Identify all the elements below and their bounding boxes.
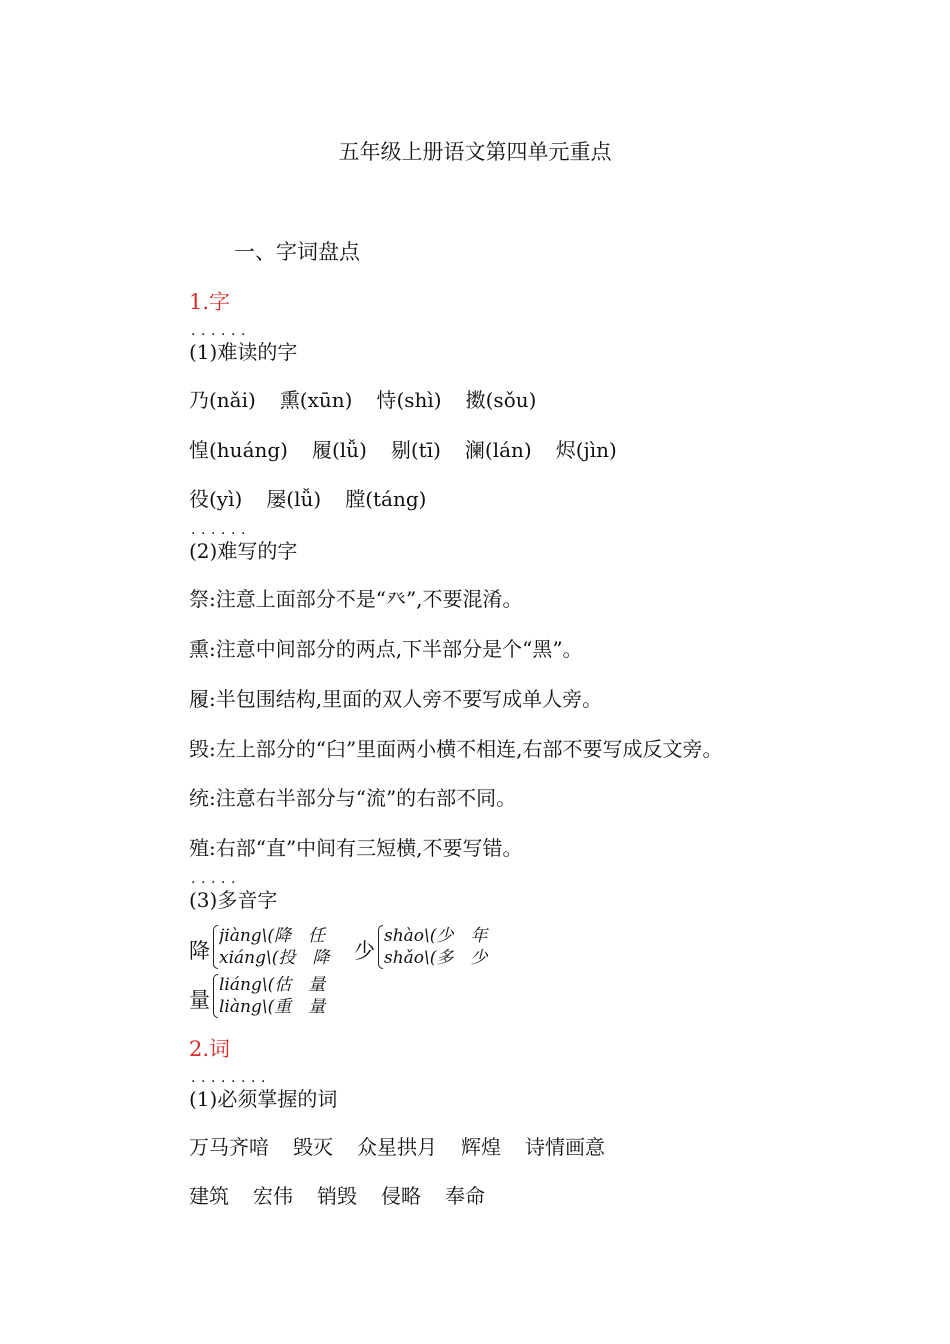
emphasis-dots: . . . . . .: [191, 323, 246, 339]
polyphone-reading: shào\(少 年: [384, 926, 488, 946]
polyphone-group: [189, 925, 334, 969]
subheading-polyphones: (3)多音字: [189, 888, 278, 912]
subheading-hard-read: (1)难读的字: [189, 340, 298, 364]
emphasis-dots: . . . . . . . .: [191, 1070, 266, 1086]
word-item: 剔(tī): [390, 438, 441, 462]
brace: [378, 925, 383, 969]
polyphone-char: 量: [189, 988, 210, 1012]
polyphone-group: [354, 925, 499, 969]
emphasis-dots: . . . . . .: [191, 522, 246, 538]
hard-write-line: 统:注意右半部分与“流”的右部不同。: [189, 786, 517, 810]
hard-read-row: [189, 386, 560, 414]
subheading-must-master: (1)必须掌握的词: [189, 1087, 338, 1111]
word-item: 屡(lǚ): [266, 487, 322, 511]
brace: [213, 925, 218, 969]
section-heading: 一、字词盘点: [234, 240, 360, 264]
polyphone-reading: liáng\(估 量: [219, 975, 326, 995]
word-item: 销毁: [317, 1184, 357, 1208]
word-item: 毁灭: [293, 1135, 333, 1159]
word-item: 辉煌: [461, 1135, 501, 1159]
polyphone-reading: jiàng\(降 任: [219, 926, 326, 946]
word-item: 建筑: [189, 1184, 229, 1208]
part-heading-words: 2.词: [189, 1037, 231, 1061]
word-item: 擞(sǒu): [465, 388, 537, 412]
word-item: 膛(táng): [345, 487, 427, 511]
hard-read-row: [189, 436, 641, 464]
brace: [213, 974, 218, 1018]
word-row: [189, 1182, 509, 1210]
word-item: 侵略: [381, 1184, 421, 1208]
word-item: 奉命: [445, 1184, 485, 1208]
polyphone-char: 降: [189, 939, 210, 963]
word-item: 熏(xūn): [279, 388, 353, 412]
hard-write-line: 毁:左上部分的“臼”里面两小横不相连,右部不要写成反文旁。: [189, 737, 723, 761]
polyphone-reading: xiáng\(投 降: [219, 948, 330, 968]
word-item: 万马齐喑: [189, 1135, 269, 1159]
word-item: 乃(nǎi): [189, 388, 256, 412]
word-item: 烬(jìn): [555, 438, 617, 462]
part-heading-chars: 1.字: [189, 290, 231, 314]
word-item: 恃(shì): [376, 388, 442, 412]
word-item: 众星拱月: [357, 1135, 437, 1159]
subheading-hard-write: (2)难写的字: [189, 539, 298, 563]
polyphone-group: [189, 974, 334, 1018]
polyphone-char: 少: [354, 939, 375, 963]
emphasis-dots: . . . . .: [191, 871, 236, 887]
polyphone-reading: liàng\(重 量: [219, 997, 326, 1017]
hard-read-row: [189, 485, 450, 513]
word-item: 诗情画意: [525, 1135, 605, 1159]
word-item: 澜(lán): [464, 438, 532, 462]
word-item: 役(yì): [189, 487, 243, 511]
hard-write-line: 祭:注意上面部分不是“癶”,不要混淆。: [189, 587, 523, 611]
word-item: 履(lǚ): [311, 438, 367, 462]
hard-write-line: 履:半包围结构,里面的双人旁不要写成单人旁。: [189, 687, 603, 711]
polyphone-reading: shǎo\(多 少: [384, 948, 488, 968]
hard-write-line: 殖:右部“直”中间有三短横,不要写错。: [189, 836, 523, 860]
hard-write-line: 熏:注意中间部分的两点,下半部分是个“黑”。: [189, 637, 583, 661]
word-row: [189, 1133, 629, 1161]
word-item: 惶(huáng): [189, 438, 288, 462]
word-item: 宏伟: [253, 1184, 293, 1208]
page-title: 五年级上册语文第四单元重点: [338, 140, 612, 164]
